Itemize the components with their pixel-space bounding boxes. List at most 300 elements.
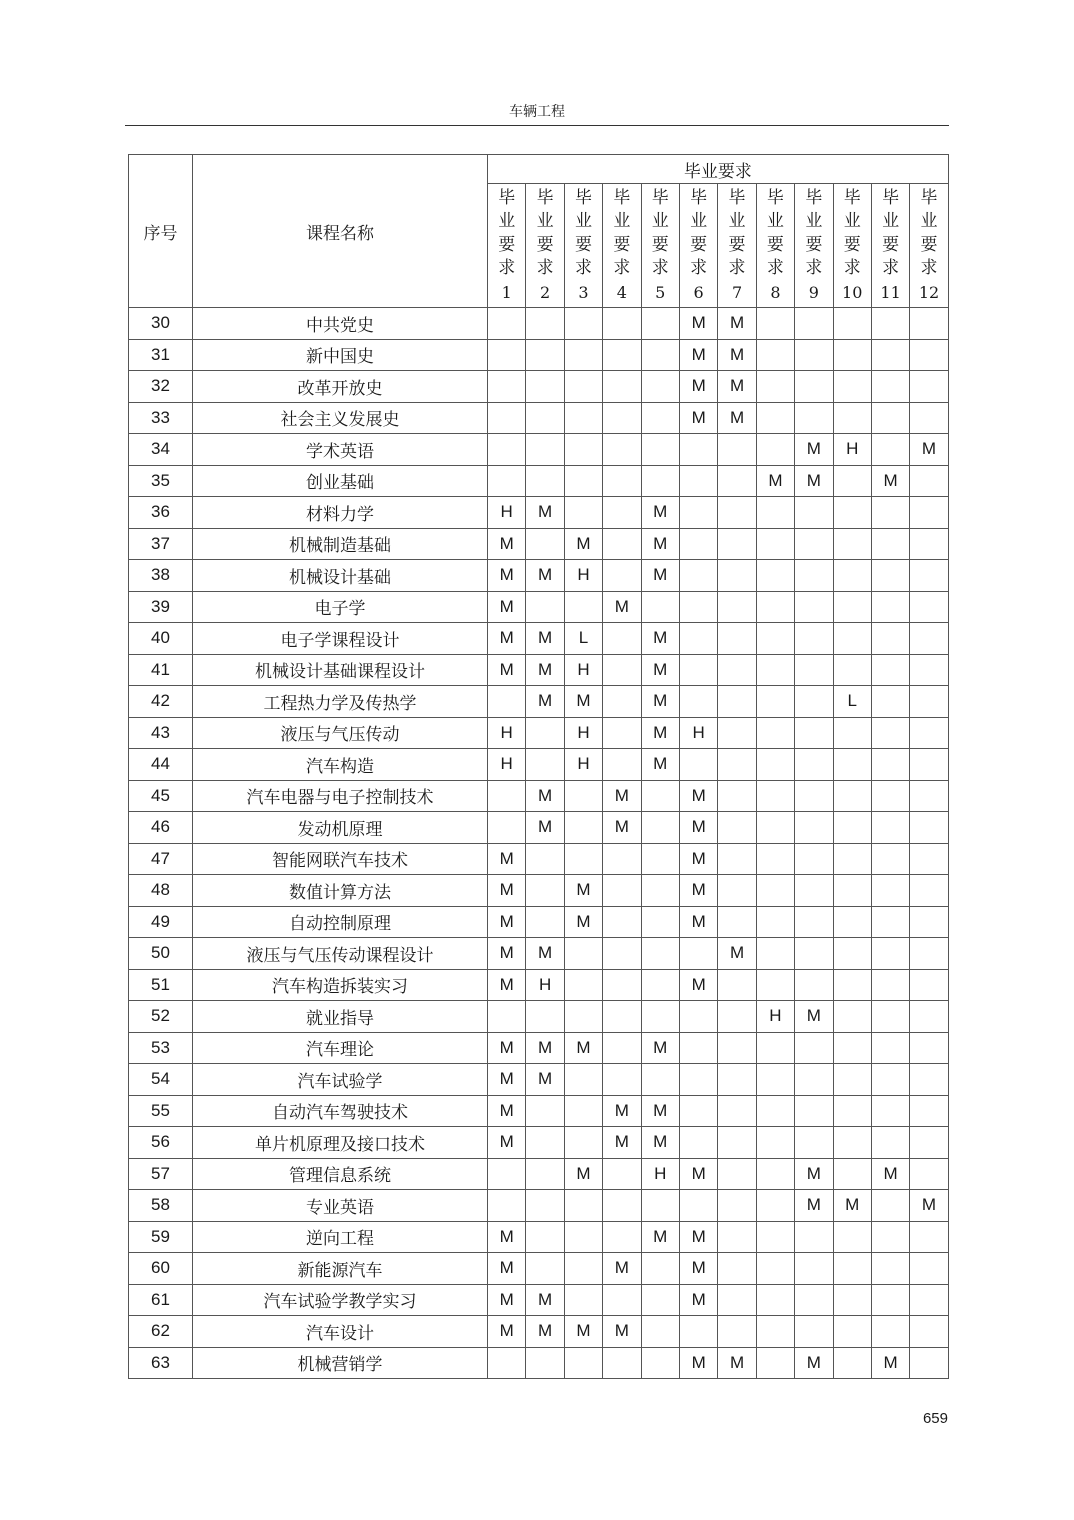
table-body (129, 308, 949, 1379)
req-header-number: 12 (918, 282, 940, 302)
support-level-cell: M (488, 623, 526, 655)
support-level-cell: M (564, 1316, 602, 1348)
support-level-cell (833, 371, 871, 403)
support-level-cell (756, 1158, 794, 1190)
support-level-cell (526, 591, 564, 623)
support-level-cell (679, 1001, 717, 1033)
support-level-cell (833, 1284, 871, 1316)
support-level-cell: M (603, 812, 641, 844)
support-level-cell: M (526, 623, 564, 655)
support-level-cell (795, 812, 833, 844)
support-level-cell (871, 780, 909, 812)
support-level-cell: L (833, 686, 871, 718)
support-level-cell (910, 1064, 948, 1096)
course-name: 社会主义发展史 (193, 402, 488, 434)
table-row (129, 1127, 949, 1159)
support-level-cell (718, 654, 756, 686)
support-level-cell (795, 591, 833, 623)
col-header-req-4 (603, 184, 641, 308)
table-row (129, 371, 949, 403)
support-level-cell (641, 1284, 679, 1316)
table-row (129, 591, 949, 623)
support-level-cell: M (488, 1316, 526, 1348)
table-row (129, 434, 949, 466)
support-level-cell: M (641, 1221, 679, 1253)
support-level-cell: M (679, 1347, 717, 1379)
running-header (125, 100, 949, 126)
table-row (129, 308, 949, 340)
course-name: 电子学课程设计 (193, 623, 488, 655)
support-level-cell (526, 1347, 564, 1379)
support-level-cell (564, 402, 602, 434)
support-level-cell (718, 749, 756, 781)
support-level-cell (871, 686, 909, 718)
table-row (129, 1001, 949, 1033)
course-name: 改革开放史 (193, 371, 488, 403)
course-name: 汽车构造 (193, 749, 488, 781)
support-level-cell: M (679, 843, 717, 875)
support-level-cell (756, 528, 794, 560)
support-level-cell (795, 1032, 833, 1064)
support-level-cell (795, 371, 833, 403)
support-level-cell (833, 654, 871, 686)
support-level-cell (718, 1064, 756, 1096)
support-level-cell (795, 339, 833, 371)
support-level-cell: M (718, 1347, 756, 1379)
table-row (129, 1316, 949, 1348)
table-row (129, 938, 949, 970)
support-level-cell: M (641, 717, 679, 749)
row-index: 39 (129, 591, 193, 623)
support-level-cell: M (679, 1221, 717, 1253)
support-level-cell: M (679, 906, 717, 938)
col-header-index: 序号 (129, 155, 193, 308)
support-level-cell: M (641, 1127, 679, 1159)
course-name: 单片机原理及接口技术 (193, 1127, 488, 1159)
support-level-cell (488, 308, 526, 340)
support-level-cell (871, 812, 909, 844)
support-level-cell (756, 1095, 794, 1127)
support-level-cell (718, 528, 756, 560)
support-level-cell (564, 1347, 602, 1379)
support-level-cell (718, 623, 756, 655)
support-level-cell: M (641, 528, 679, 560)
support-level-cell: M (679, 1158, 717, 1190)
support-level-cell (871, 1190, 909, 1222)
row-index: 52 (129, 1001, 193, 1033)
support-level-cell (871, 560, 909, 592)
col-header-req-6 (679, 184, 717, 308)
support-level-cell: H (526, 969, 564, 1001)
support-level-cell (603, 402, 641, 434)
support-level-cell (718, 686, 756, 718)
support-level-cell (795, 938, 833, 970)
req-header-number: 5 (655, 282, 666, 302)
course-name: 工程热力学及传热学 (193, 686, 488, 718)
support-level-cell (564, 1190, 602, 1222)
support-level-cell (564, 780, 602, 812)
support-level-cell: M (488, 906, 526, 938)
support-level-cell (910, 749, 948, 781)
support-level-cell (833, 497, 871, 529)
support-level-cell (679, 654, 717, 686)
support-level-cell (564, 1284, 602, 1316)
support-level-cell (910, 1221, 948, 1253)
support-level-cell (871, 623, 909, 655)
support-level-cell (756, 591, 794, 623)
support-level-cell (564, 465, 602, 497)
support-level-cell (564, 1064, 602, 1096)
table-row (129, 402, 949, 434)
support-level-cell (795, 969, 833, 1001)
support-level-cell (795, 654, 833, 686)
support-level-cell (795, 1221, 833, 1253)
table-row (129, 1064, 949, 1096)
support-level-cell (795, 749, 833, 781)
support-level-cell (718, 434, 756, 466)
row-index: 33 (129, 402, 193, 434)
col-header-req-10 (833, 184, 871, 308)
course-name: 中共党史 (193, 308, 488, 340)
support-level-cell: M (526, 1032, 564, 1064)
support-level-cell (910, 497, 948, 529)
course-name: 自动控制原理 (193, 906, 488, 938)
support-level-cell: M (488, 938, 526, 970)
col-header-req-7 (718, 184, 756, 308)
support-level-cell (756, 969, 794, 1001)
support-level-cell (641, 308, 679, 340)
support-level-cell (641, 465, 679, 497)
support-level-cell: M (603, 591, 641, 623)
req-header-number: 4 (616, 282, 627, 302)
course-name: 新中国史 (193, 339, 488, 371)
support-level-cell (526, 308, 564, 340)
support-level-cell (833, 560, 871, 592)
table-head (129, 155, 949, 308)
support-level-cell (833, 938, 871, 970)
support-level-cell: M (718, 402, 756, 434)
support-level-cell (718, 560, 756, 592)
req-header-text: 毕业要求 (651, 187, 669, 279)
course-name: 汽车试验学 (193, 1064, 488, 1096)
support-level-cell (833, 969, 871, 1001)
row-index: 61 (129, 1284, 193, 1316)
support-level-cell (833, 465, 871, 497)
support-level-cell (641, 1316, 679, 1348)
support-level-cell: M (488, 1221, 526, 1253)
support-level-cell (564, 591, 602, 623)
support-level-cell (564, 339, 602, 371)
support-level-cell (718, 497, 756, 529)
table-row (129, 1158, 949, 1190)
support-level-cell (488, 402, 526, 434)
support-level-cell (871, 402, 909, 434)
row-index: 56 (129, 1127, 193, 1159)
req-header-text: 毕业要求 (728, 187, 746, 279)
support-level-cell (795, 623, 833, 655)
support-level-cell (756, 1127, 794, 1159)
support-level-cell (910, 1158, 948, 1190)
support-level-cell (564, 969, 602, 1001)
support-level-cell (679, 465, 717, 497)
support-level-cell: M (488, 1064, 526, 1096)
page-number: 659 (922, 1410, 948, 1427)
support-level-cell (564, 1001, 602, 1033)
course-name: 电子学 (193, 591, 488, 623)
table-row (129, 812, 949, 844)
table-row (129, 1190, 949, 1222)
support-level-cell: H (564, 560, 602, 592)
support-level-cell (910, 686, 948, 718)
support-level-cell (526, 1190, 564, 1222)
support-level-cell (564, 1095, 602, 1127)
table-row (129, 1221, 949, 1253)
support-level-cell (871, 1316, 909, 1348)
support-level-cell: M (679, 1284, 717, 1316)
req-header-number: 10 (842, 282, 863, 302)
support-level-cell (833, 402, 871, 434)
support-level-cell (871, 717, 909, 749)
support-level-cell (564, 812, 602, 844)
support-level-cell (871, 969, 909, 1001)
row-index: 59 (129, 1221, 193, 1253)
row-index: 53 (129, 1032, 193, 1064)
row-index: 42 (129, 686, 193, 718)
support-level-cell: M (526, 686, 564, 718)
support-level-cell (641, 812, 679, 844)
table-row (129, 780, 949, 812)
support-level-cell (871, 1284, 909, 1316)
course-name: 智能网联汽车技术 (193, 843, 488, 875)
course-name: 汽车理论 (193, 1032, 488, 1064)
support-level-cell (871, 528, 909, 560)
support-level-cell (526, 1127, 564, 1159)
support-level-cell (833, 528, 871, 560)
support-level-cell (795, 560, 833, 592)
table-row (129, 1032, 949, 1064)
course-name: 逆向工程 (193, 1221, 488, 1253)
support-level-cell (641, 339, 679, 371)
support-level-cell (795, 402, 833, 434)
support-level-cell (603, 938, 641, 970)
support-level-cell (756, 812, 794, 844)
support-level-cell: M (488, 1284, 526, 1316)
support-level-cell (756, 1221, 794, 1253)
support-level-cell (526, 1001, 564, 1033)
support-level-cell: M (795, 1158, 833, 1190)
support-level-cell: M (641, 749, 679, 781)
support-level-cell (641, 1001, 679, 1033)
support-level-cell (833, 717, 871, 749)
support-level-cell (833, 1221, 871, 1253)
support-level-cell (603, 1284, 641, 1316)
support-level-cell (488, 371, 526, 403)
course-name: 材料力学 (193, 497, 488, 529)
support-level-cell (564, 434, 602, 466)
support-level-cell (718, 591, 756, 623)
support-level-cell (910, 339, 948, 371)
support-level-cell (756, 654, 794, 686)
support-level-cell (641, 1064, 679, 1096)
support-level-cell (603, 497, 641, 529)
support-level-cell: M (526, 1316, 564, 1348)
support-level-cell (756, 1347, 794, 1379)
support-level-cell (488, 434, 526, 466)
support-level-cell (871, 1001, 909, 1033)
support-level-cell (526, 1221, 564, 1253)
support-level-cell (488, 1190, 526, 1222)
table-row (129, 686, 949, 718)
support-level-cell: M (641, 686, 679, 718)
support-level-cell: M (564, 1032, 602, 1064)
row-index: 32 (129, 371, 193, 403)
support-level-cell: M (603, 1127, 641, 1159)
support-level-cell (756, 1253, 794, 1285)
support-level-cell (795, 1064, 833, 1096)
course-name: 发动机原理 (193, 812, 488, 844)
support-level-cell (603, 654, 641, 686)
support-level-cell (679, 623, 717, 655)
support-level-cell: M (488, 969, 526, 1001)
support-level-cell (871, 497, 909, 529)
col-header-req-11 (871, 184, 909, 308)
support-level-cell (679, 591, 717, 623)
support-level-cell (603, 1001, 641, 1033)
support-level-cell (679, 1095, 717, 1127)
support-level-cell (910, 812, 948, 844)
support-level-cell (718, 843, 756, 875)
support-level-cell: M (871, 1158, 909, 1190)
table-row (129, 623, 949, 655)
support-level-cell (603, 875, 641, 907)
support-level-cell (526, 749, 564, 781)
support-level-cell: M (641, 654, 679, 686)
support-level-cell (795, 1127, 833, 1159)
course-name: 汽车电器与电子控制技术 (193, 780, 488, 812)
course-name: 汽车试验学教学实习 (193, 1284, 488, 1316)
row-index: 49 (129, 906, 193, 938)
support-level-cell (488, 1001, 526, 1033)
support-level-cell (564, 938, 602, 970)
course-name: 学术英语 (193, 434, 488, 466)
support-level-cell (641, 780, 679, 812)
req-header-text: 毕业要求 (536, 187, 554, 279)
support-level-cell (833, 812, 871, 844)
row-index: 57 (129, 1158, 193, 1190)
support-level-cell (756, 308, 794, 340)
support-level-cell: M (603, 1253, 641, 1285)
table-row (129, 1095, 949, 1127)
support-level-cell (526, 528, 564, 560)
req-header-text: 毕业要求 (805, 187, 823, 279)
support-level-cell (910, 1347, 948, 1379)
support-level-cell: M (679, 969, 717, 1001)
req-header-text: 毕业要求 (690, 187, 708, 279)
support-level-cell: M (488, 1253, 526, 1285)
col-header-course: 课程名称 (193, 155, 488, 308)
header-title: 车辆工程 (509, 104, 565, 120)
course-name: 数值计算方法 (193, 875, 488, 907)
support-level-cell (756, 402, 794, 434)
course-name: 新能源汽车 (193, 1253, 488, 1285)
support-level-cell (641, 1347, 679, 1379)
support-level-cell (795, 717, 833, 749)
row-index: 31 (129, 339, 193, 371)
support-level-cell (833, 1032, 871, 1064)
support-level-cell (679, 497, 717, 529)
support-level-cell (910, 528, 948, 560)
support-level-cell (718, 1032, 756, 1064)
support-level-cell (910, 402, 948, 434)
support-level-cell (526, 717, 564, 749)
support-level-cell (718, 780, 756, 812)
row-index: 50 (129, 938, 193, 970)
support-level-cell (910, 938, 948, 970)
row-index: 40 (129, 623, 193, 655)
req-header-text: 毕业要求 (613, 187, 631, 279)
support-level-cell (910, 591, 948, 623)
req-header-number: 6 (693, 282, 704, 302)
support-level-cell (871, 1095, 909, 1127)
support-level-cell: M (564, 906, 602, 938)
support-level-cell (526, 906, 564, 938)
req-header-number: 2 (539, 282, 551, 302)
support-level-cell (910, 623, 948, 655)
row-index: 41 (129, 654, 193, 686)
row-index: 62 (129, 1316, 193, 1348)
support-level-cell (603, 560, 641, 592)
support-level-cell: M (526, 497, 564, 529)
support-level-cell (526, 1158, 564, 1190)
support-level-cell (833, 1347, 871, 1379)
support-level-cell (679, 1127, 717, 1159)
support-level-cell (603, 465, 641, 497)
support-level-cell: M (488, 560, 526, 592)
support-level-cell (910, 308, 948, 340)
support-level-cell (833, 1253, 871, 1285)
support-level-cell (641, 938, 679, 970)
support-level-cell (871, 938, 909, 970)
support-level-cell: M (488, 843, 526, 875)
support-level-cell (756, 497, 794, 529)
support-level-cell (641, 969, 679, 1001)
support-level-cell: M (679, 780, 717, 812)
table-row (129, 528, 949, 560)
support-level-cell (756, 371, 794, 403)
support-level-cell: M (564, 528, 602, 560)
support-level-cell (718, 1253, 756, 1285)
support-level-cell (871, 371, 909, 403)
support-level-cell (756, 1032, 794, 1064)
support-level-cell: M (526, 1064, 564, 1096)
support-level-cell (603, 1032, 641, 1064)
table-row (129, 875, 949, 907)
support-level-cell (641, 1190, 679, 1222)
course-name: 创业基础 (193, 465, 488, 497)
support-level-cell (603, 528, 641, 560)
req-header-number: 1 (501, 282, 512, 302)
support-level-cell (871, 843, 909, 875)
support-level-cell: M (718, 308, 756, 340)
support-level-cell (795, 308, 833, 340)
support-level-cell: M (679, 371, 717, 403)
support-level-cell (526, 1095, 564, 1127)
table-row (129, 1284, 949, 1316)
support-level-cell: M (603, 780, 641, 812)
support-level-cell (756, 434, 794, 466)
course-name: 管理信息系统 (193, 1158, 488, 1190)
support-level-cell (871, 1253, 909, 1285)
